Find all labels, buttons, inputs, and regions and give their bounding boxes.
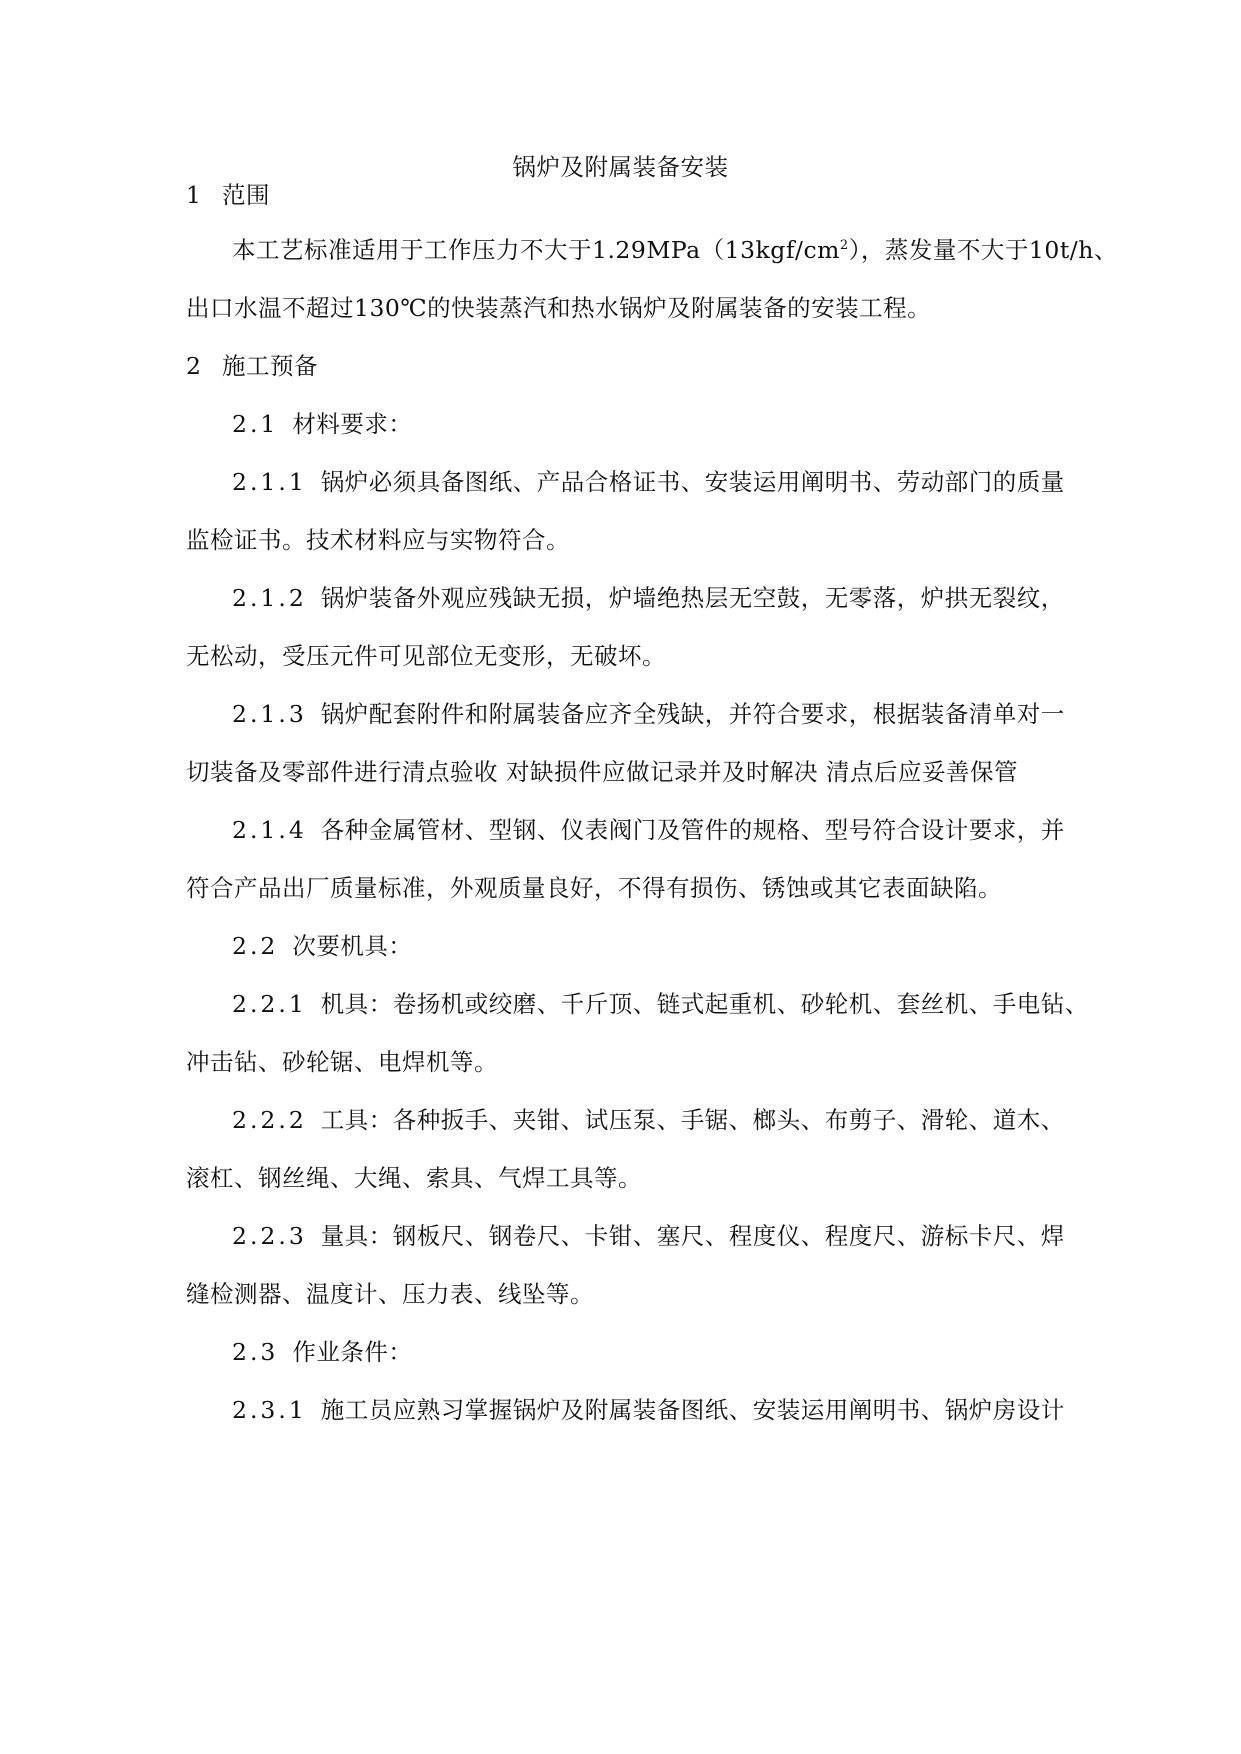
- item-number: 2.1.1: [232, 468, 307, 496]
- item-2-2-3-line-1: [232, 1221, 1065, 1251]
- item-number: 2.1.4: [232, 816, 307, 844]
- item-text: 锅炉装备外观应残缺无损，炉墙绝热层无空鼓，无零落，炉拱无裂纹，: [320, 584, 1065, 612]
- section-number: 1: [186, 181, 202, 209]
- subsection-label: 作业条件：: [292, 1338, 413, 1366]
- section-number: 2: [186, 352, 202, 380]
- item-text: 各种金属管材、型钢、仪表阀门及管件的规格、型号符合设计要求，并: [320, 816, 1065, 844]
- item-2-1-3-line-1: [232, 699, 1065, 729]
- item-2-1-4-line-2: 符合产品出厂质量标准，外观质量良好，不得有损伤、锈蚀或其它表面缺陷。: [186, 874, 1002, 902]
- item-2-2-3-line-2: 缝检测器、温度计、压力表、线坠等。: [186, 1280, 594, 1308]
- item-2-1-3-line-2: 切装备及零部件进行清点验收 对缺损件应做记录并及时解决 清点后应妥善保管: [186, 758, 1018, 786]
- scope-text-a: 本工艺标准适用于工作压力不大于1.29MPa（13kgf/cm: [232, 236, 840, 264]
- paragraph-scope-line-2: 出口水温不超过130℃的快装蒸汽和热水锅炉及附属装备的安装工程。: [186, 294, 932, 322]
- section-label: 范围: [222, 181, 270, 209]
- subsection-2-3-heading: [232, 1337, 412, 1367]
- item-number: 2.1.3: [232, 700, 307, 728]
- subsection-2-2-heading: [232, 931, 412, 961]
- item-2-2-1-line-2: 冲击钻、砂轮锯、电焊机等。: [186, 1048, 498, 1076]
- item-2-1-1-line-2: 监检证书。技术材料应与实物符合。: [186, 526, 570, 554]
- section-label: 施工预备: [222, 352, 318, 380]
- subsection-label: 次要机具：: [292, 932, 413, 960]
- section-1-heading: [186, 180, 270, 210]
- section-2-heading: [186, 351, 318, 381]
- item-number: 2.3.1: [232, 1396, 307, 1424]
- item-number: 2.1.2: [232, 584, 307, 612]
- superscript: 2: [839, 238, 849, 253]
- item-text: 机具：卷扬机或绞磨、千斤顶、链式起重机、砂轮机、套丝机、手电钻、: [320, 990, 1089, 1018]
- scope-text-b: ），蒸发量不大于10t/h、: [848, 236, 1118, 264]
- item-text: 工具：各种扳手、夹钳、试压泵、手锯、榔头、布剪子、滑轮、道木、: [320, 1106, 1065, 1134]
- item-2-2-2-line-1: [232, 1105, 1065, 1135]
- item-2-2-1-line-1: [232, 989, 1089, 1019]
- item-2-2-2-line-2: 滚杠、钢丝绳、大绳、索具、气焊工具等。: [186, 1164, 642, 1192]
- item-text: 锅炉必须具备图纸、产品合格证书、安装运用阐明书、劳动部门的质量: [320, 468, 1065, 496]
- item-number: 2.2.1: [232, 990, 307, 1018]
- subsection-label: 材料要求：: [292, 410, 413, 438]
- paragraph-scope-line-1: [232, 235, 1118, 265]
- item-2-1-1-line-1: [232, 467, 1065, 497]
- subsection-number: 2.2: [232, 932, 279, 960]
- item-text: 锅炉配套附件和附属装备应齐全残缺，并符合要求，根据装备清单对一: [320, 700, 1065, 728]
- page-title: 锅炉及附属装备安装: [512, 153, 729, 181]
- subsection-number: 2.1: [232, 410, 279, 438]
- item-number: 2.2.3: [232, 1222, 307, 1250]
- item-2-1-4-line-1: [232, 815, 1065, 845]
- item-text: 量具：钢板尺、钢卷尺、卡钳、塞尺、程度仪、程度尺、游标卡尺、焊: [320, 1222, 1065, 1250]
- item-2-1-2-line-1: [232, 583, 1065, 613]
- item-text: 施工员应熟习掌握锅炉及附属装备图纸、安装运用阐明书、锅炉房设计: [320, 1396, 1065, 1424]
- item-2-3-1-line-1: [232, 1395, 1065, 1425]
- item-number: 2.2.2: [232, 1106, 307, 1134]
- item-2-1-2-line-2: 无松动，受压元件可见部位无变形，无破坏。: [186, 642, 666, 670]
- subsection-number: 2.3: [232, 1338, 279, 1366]
- subsection-2-1-heading: [232, 409, 412, 439]
